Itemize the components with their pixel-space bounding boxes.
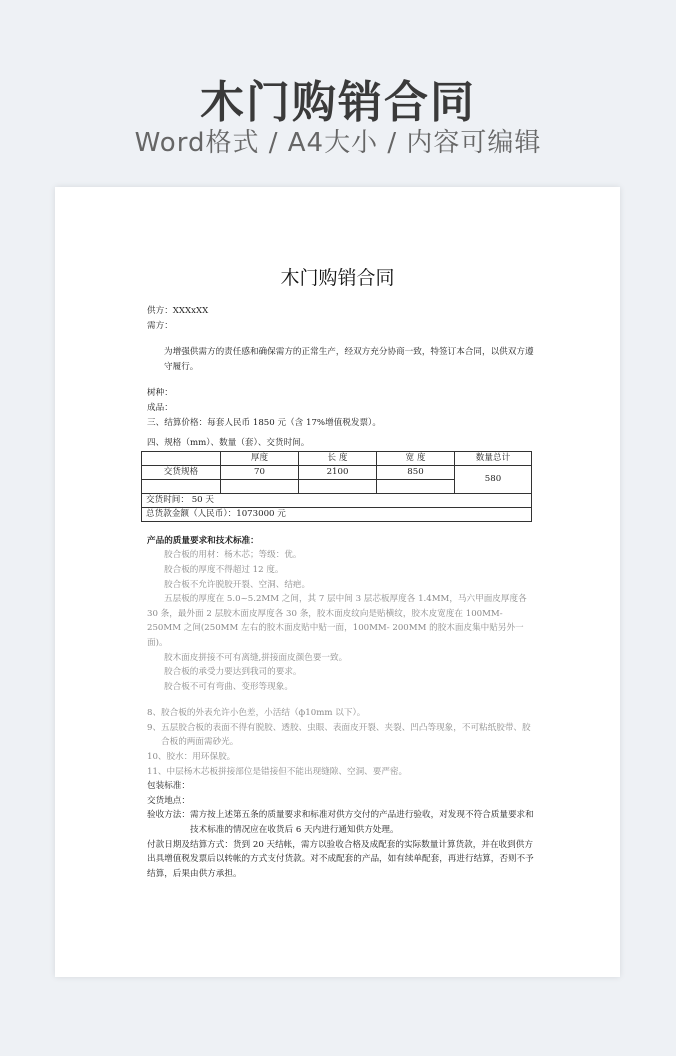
payment-paragraph: 付款日期及结算方式：货到 20 天结帐，需方以验收合格及成配套的实际数量计算货款，并在收到供方出具增值税发票后以转帐的方式支付货款。对不成配套的产品，如有续单配套，再进行结算，否则不予结算，后果由供方承担。 [147,839,534,879]
buyer-line: 需方： [147,320,173,331]
total-quantity-cell: 580 [455,465,532,493]
price-line: 三、结算价格：每套人民币 1850 元（含 17%增值税发票）。 [147,417,381,428]
contract-title: 木门购销合同 [280,267,395,289]
supplier-line: 供方：XXXxXX [147,306,209,316]
hero-subtitle: Word格式 / A4大小 / 内容可编辑 [134,128,542,158]
table-header-cell: 数量总计 [455,451,532,465]
table-cell [142,479,221,493]
acceptance-paragraph: 验收方法：需方按上述第五条的质量要求和标准对供方交付的产品进行验收，对发现不符合质量要求和技术标准的情况应在收货后 6 天内进行通知供方处理。 [147,810,534,836]
document-page [55,187,620,977]
table-header-cell: 厚度 [221,451,299,465]
table-cell [299,479,377,493]
spec-heading: 四、规格（mm）、数量（套）、交货时间。 [147,438,310,449]
table-header-cell [142,451,221,465]
quality-item: 胶合板的厚度不得超过 12 度。 [164,564,284,575]
table-row [142,507,532,521]
hero-title: 木门购销合同 [200,77,476,128]
table-header-cell: 宽 度 [377,451,455,465]
table-row [142,465,532,479]
thickness-cell: 70 [221,465,299,479]
intro-paragraph: 为增强供需方的责任感和确保需方的正常生产，经双方充分协商一致，特签订本合同，以供双方遵守履行。 [164,347,534,372]
table-row [142,493,532,507]
quality-item: 五层板的厚度在 5.0~5.2MM 之间，其 7 层中间 3 层芯板厚度各 1.4MM，马六甲面皮厚度各 30 条，最外面 2 层胶木面皮厚度各 30 条，胶木面皮纹向是贴横纹，胶木皮宽度在 100MM- 250MM 之间(250MM 左右的胶木面皮贴中贴一面，100MM- 200MM 的胶木面皮集中贴另外一面)。 [147,594,527,648]
table-cell [377,479,455,493]
length-cell: 2100 [299,465,377,479]
table-header-row [142,451,532,465]
numbered-item: 9、五层胶合板的表面不得有脱胶、透胶、虫眼、表面皮开裂、夹裂、凹凸等现象，不可粘纸胶带、胶合板的两面需砂光。 [147,722,531,748]
quality-heading: 产品的质量要求和技术标准： [147,535,259,546]
numbered-item: 11、中层杨木芯板拼接部位是错接但不能出现缝隙、空洞、要严密。 [147,766,408,777]
quality-item: 胶木面皮拼接不可有离缝,拼接面皮颜色要一致。 [164,652,348,663]
product-line: 成品： [147,402,173,413]
quality-item: 胶合板的承受力要达到我司的要求。 [164,667,302,678]
delivery-time-cell: 交货时间： 50 天 [142,493,532,507]
quality-item: 胶合板的用材：杨木芯；等级：优。 [164,550,302,561]
packing-line: 包装标准： [147,781,190,792]
table-header-cell: 长 度 [299,451,377,465]
delivery-place-line: 交货地点： [147,795,190,806]
numbered-item: 8、胶合板的外表允许小色差，小活结（ф10mm 以下）。 [147,708,366,719]
spec-table [141,451,532,522]
document-body [147,304,537,881]
variety-line: 树种： [147,388,173,399]
quality-item: 胶合板不可有弯曲、变形等现象。 [164,681,293,692]
total-amount-cell: 总货款金额（人民币）：1073000 元 [142,507,532,521]
width-cell: 850 [377,465,455,479]
row-label-cell: 交货规格 [142,465,221,479]
numbered-item: 10、胶水：用环保胶。 [147,752,236,763]
quality-item: 胶合板不允许脱胶开裂、空洞、结疤。 [164,579,311,590]
table-cell [221,479,299,493]
